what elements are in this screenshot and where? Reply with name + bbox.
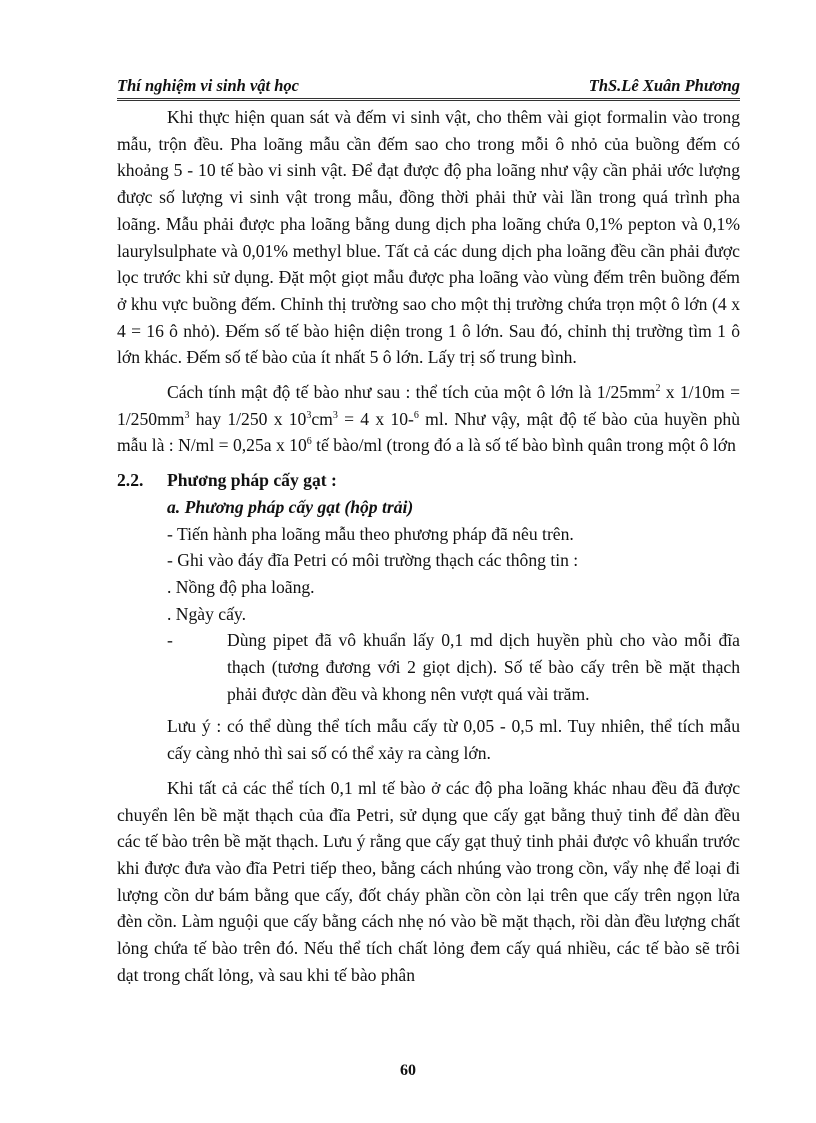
paragraph-density-formula: Cách tính mật độ tế bào như sau : thể tích của một ô lớn là $1/25mm^2$ x $1/10m = 1/250mm^3$ hay 1/250 x $10^3cm^3 = 4$ x 10-$^6$ ml. Như vậy, mật độ tế bào của huyền phù mẫu là : N/ml = 0,25a x $10^6$ tế bào/ml (trong đó a là số tế bào bình quân trong một ô lớn (117, 382, 741, 456)
page-header (117, 72, 740, 98)
note-paragraph: Lưu ý : có thể dùng thể tích mẫu cấy từ 0,05 - 0,5 ml. Tuy nhiên, thể tích mẫu cấy càng nhỏ thì sai số có thể xảy ra càng lớn. (167, 716, 740, 764)
section-heading (117, 467, 740, 494)
list-item: - Tiến hành pha loãng mẫu theo phương pháp đã nêu trên. (167, 523, 574, 544)
page-body (117, 104, 740, 989)
hanging-item-text: Dùng pipet đã vô khuẩn lấy 0,1 md dịch huyền phù cho vào mỗi đĩa thạch (tương đương với 2 giọt dịch). Số tế bào cấy trên bề mặt thạch phải được dàn đều và khong nên vượt quá vài trăm. (227, 630, 740, 704)
header-rule (117, 98, 740, 101)
header-book-title: Thí nghiệm vi sinh vật học (117, 76, 299, 95)
list-item: . Ngày cấy. (167, 603, 246, 624)
paragraph-spreading: Khi tất cả các thể tích 0,1 ml tế bào ở các độ pha loãng khác nhau đều đã được chuyển lên bề mặt thạch của đĩa Petri, sử dụng que cấy gạt bằng thuỷ tinh để dàn đều các tế bào trên bề mặt thạch. Lưu ý rằng que cấy gạt thuỷ tinh phải được vô khuẩn trước khi được đưa vào đĩa Petri tiếp theo, bằng cách nhúng vào trong cồn, vẩy nhẹ để loại đi lượng cồn dư bám bằng que cấy, đốt cháy phần cồn còn lại trên que cấy trên ngọn lửa đèn cồn. Làm nguội que cấy bằng cách nhẹ nó vào bề mặt thạch, rồi dàn đều lượng chất lỏng chứa tế bào trên đó. Nếu thể tích chất lỏng đem cấy quá nhiều, các tế bào sẽ trôi dạt trong chất lỏng, và sau khi tế bào phân (117, 777, 740, 985)
header-author: ThS.Lê Xuân Phương (588, 76, 740, 95)
section-number: 2.2. (117, 470, 144, 491)
page-number: 60 (400, 1062, 416, 1079)
list-item: . Nồng độ pha loãng. (167, 576, 315, 597)
hanging-list-item (117, 627, 740, 707)
paragraph-counting: Khi thực hiện quan sát và đếm vi sinh vật, cho thêm vài giọt formalin vào trong mẫu, trộn đều. Pha loãng mẫu cần đếm sao cho trong mỗi ô nhỏ của buồng đếm có khoảng 5 - 10 tế bào vi sinh vật. Để đạt được độ pha loãng như vậy cần phải ước lượng được số lượng vi sinh vật trong mẫu, đồng thời phải thử vài lần trong quá trình pha loãng. Mẫu phải được pha loãng bằng dung dịch pha loãng chứa 0,1% pepton và 0,1% laurylsulphate và 0,01% methyl blue. Tất cả các dung dịch pha loãng đều cần phải được lọc trước khi sử dụng. Đặt một giọt mẫu được pha loãng vào vùng đếm trên buồng đếm ở khu vực buồng đếm. Chỉnh thị trường sao cho một thị trường chứa trọn một ô lớn (4 x 4 = 16 ô nhỏ). Đếm số tế bào hiện diện trong 1 ô lớn. Sau đó, chỉnh thị trường tìm 1 ô lớn khác. Đếm số tế bào của ít nhất 5 ô lớn. Lấy trị số trung bình. (117, 107, 740, 368)
subsection-title: a. Phương pháp cấy gạt (hộp trải) (167, 496, 414, 517)
section-title: Phương pháp cấy gạt : (167, 470, 337, 491)
list-item: - Ghi vào đáy đĩa Petri có môi trường thạch các thông tin : (167, 550, 579, 571)
list-dash: - (167, 630, 173, 651)
